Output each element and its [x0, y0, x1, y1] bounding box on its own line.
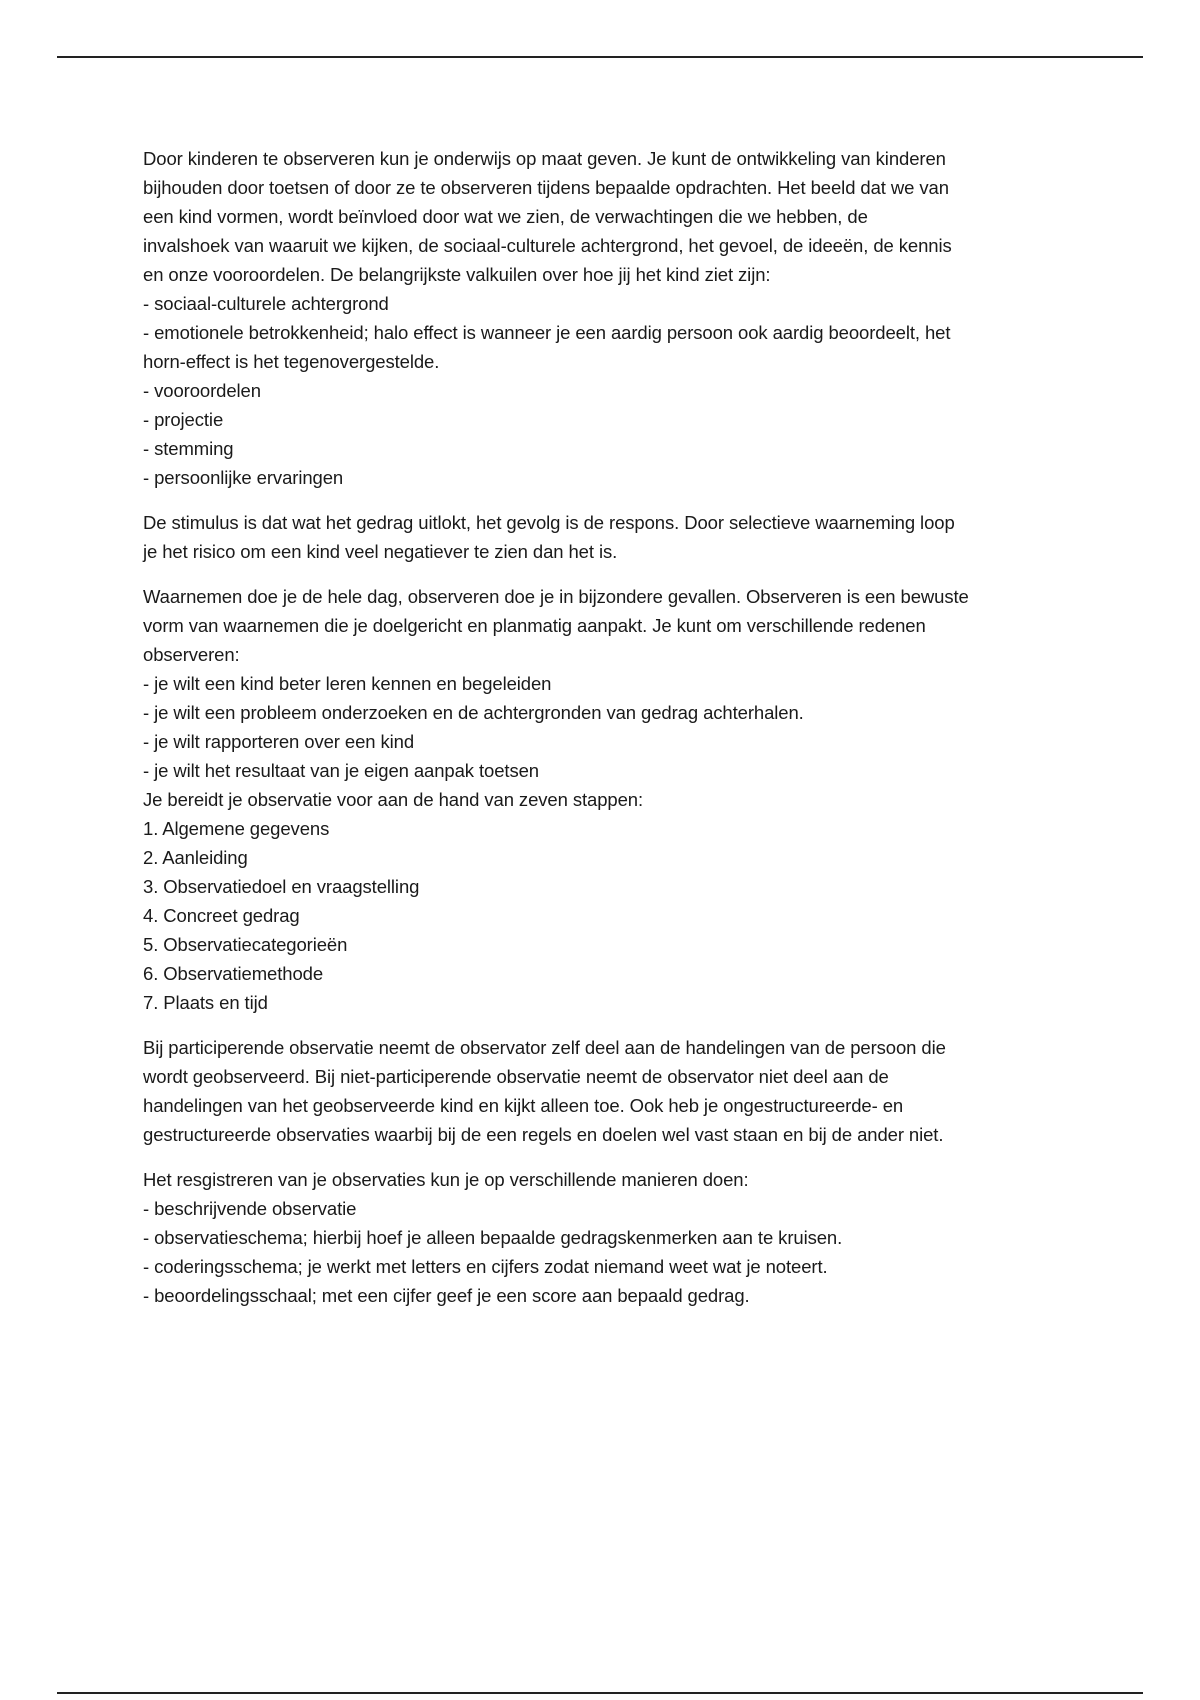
list-item: - coderingsschema; je werkt met letters en cijfers zodat niemand weet wat je noteert. — [143, 1256, 828, 1277]
numbered-step: 3. Observatiedoel en vraagstelling — [143, 876, 420, 897]
list-item: - je wilt een probleem onderzoeken en de achtergronden van gedrag achterhalen. — [143, 702, 804, 723]
text-line: horn-effect is het tegenovergestelde. — [143, 351, 440, 372]
text-line: een kind vormen, wordt beïnvloed door wat we zien, de verwachtingen die we hebben, de — [143, 206, 868, 227]
list-item: - persoonlijke ervaringen — [143, 467, 344, 488]
list-item: - je wilt een kind beter leren kennen en begeleiden — [143, 673, 552, 694]
paragraph-participating — [143, 1033, 1063, 1149]
text-line: vorm van waarnemen die je doelgericht en planmatig aanpakt. Je kunt om verschillende redenen — [143, 615, 926, 636]
numbered-step: 2. Aanleiding — [143, 847, 248, 868]
text-line: en onze vooroordelen. De belangrijkste valkuilen over hoe jij het kind ziet zijn: — [143, 264, 771, 285]
paragraph-stimulus — [143, 508, 1063, 566]
text-line: wordt geobserveerd. Bij niet-participerende observatie neemt de observator niet deel aan de — [143, 1066, 889, 1087]
text-line: je het risico om een kind veel negatiever te zien dan het is. — [143, 541, 618, 562]
text-line: Door kinderen te observeren kun je onderwijs op maat geven. Je kunt de ontwikkeling van kinderen — [143, 148, 946, 169]
paragraph-intro — [143, 144, 1063, 492]
paragraph-registering — [143, 1165, 1063, 1310]
document-body — [143, 144, 1063, 1310]
numbered-step: 4. Concreet gedrag — [143, 905, 300, 926]
text-line: bijhouden door toetsen of door ze te observeren tijdens bepaalde opdrachten. Het beeld dat we van — [143, 177, 949, 198]
paragraph-observing — [143, 582, 1063, 1017]
list-item: - emotionele betrokkenheid; halo effect is wanneer je een aardig persoon ook aardig beoordeelt, het — [143, 322, 951, 343]
list-item: - projectie — [143, 409, 224, 430]
text-line: Bij participerende observatie neemt de observator zelf deel aan de handelingen van de persoon die — [143, 1037, 946, 1058]
text-line: De stimulus is dat wat het gedrag uitlokt, het gevolg is de respons. Door selectieve waarneming loop — [143, 512, 955, 533]
numbered-step: 1. Algemene gegevens — [143, 818, 330, 839]
list-item: - observatieschema; hierbij hoef je alleen bepaalde gedragskenmerken aan te kruisen. — [143, 1227, 843, 1248]
list-item: - vooroordelen — [143, 380, 261, 401]
list-item: - beoordelingsschaal; met een cijfer geef je een score aan bepaald gedrag. — [143, 1285, 750, 1306]
list-item: - je wilt het resultaat van je eigen aanpak toetsen — [143, 760, 539, 781]
text-line: observeren: — [143, 644, 240, 665]
list-item: - sociaal-culturele achtergrond — [143, 293, 389, 314]
text-line: gestructureerde observaties waarbij bij de een regels en doelen wel vast staan en bij de ander niet. — [143, 1124, 944, 1145]
numbered-step: 5. Observatiecategorieën — [143, 934, 348, 955]
numbered-step: 6. Observatiemethode — [143, 963, 324, 984]
text-line: Waarnemen doe je de hele dag, observeren doe je in bijzondere gevallen. Observeren is een bewuste — [143, 586, 969, 607]
text-line: Je bereidt je observatie voor aan de hand van zeven stappen: — [143, 789, 644, 810]
numbered-step: 7. Plaats en tijd — [143, 992, 268, 1013]
list-item: - stemming — [143, 438, 234, 459]
list-item: - beschrijvende observatie — [143, 1198, 357, 1219]
footer-rule — [57, 1692, 1143, 1694]
text-line: invalshoek van waaruit we kijken, de sociaal-culturele achtergrond, het gevoel, de ideeën, de kennis — [143, 235, 952, 256]
text-line: Het resgistreren van je observaties kun je op verschillende manieren doen: — [143, 1169, 749, 1190]
text-line: handelingen van het geobserveerde kind en kijkt alleen toe. Ook heb je ongestructureerde- en — [143, 1095, 904, 1116]
list-item: - je wilt rapporteren over een kind — [143, 731, 415, 752]
header-rule — [57, 56, 1143, 58]
